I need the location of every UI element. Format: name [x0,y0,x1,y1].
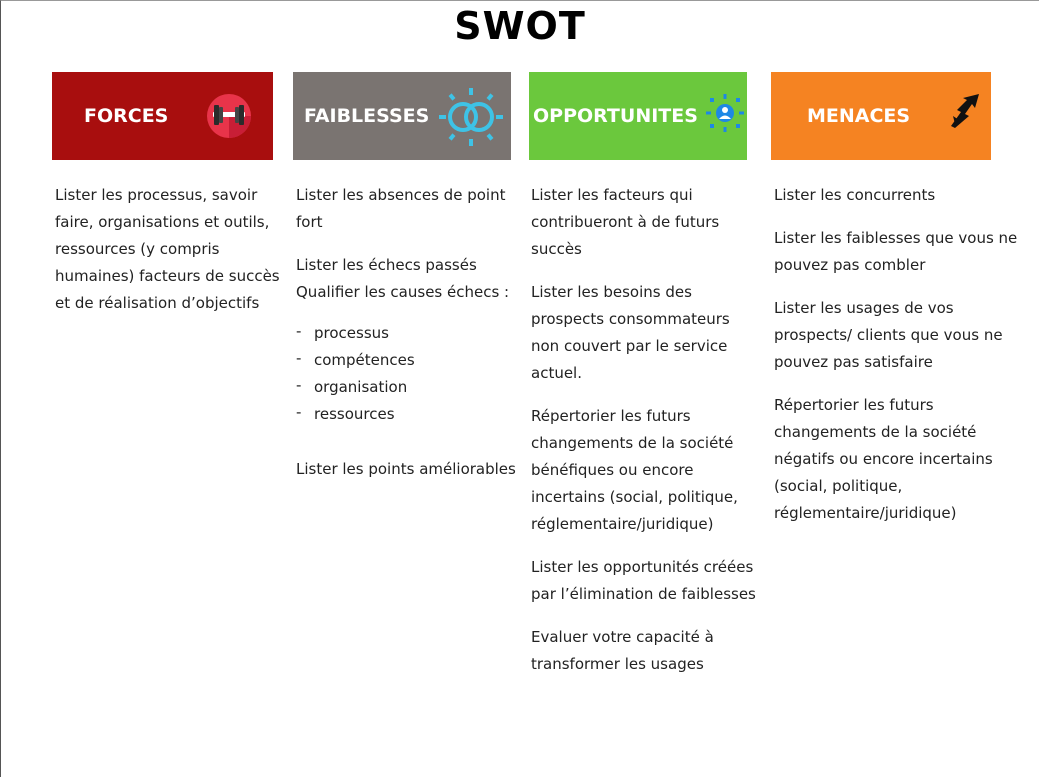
menaces-text-3: Lister les usages de vos prospects/ clients que vous ne pouvez pas satisfaire [774,299,1003,371]
dash-marker: - [296,376,302,394]
page-title: SWOT [454,4,586,48]
network-icon [705,93,745,133]
list-item [296,374,521,401]
opportunites-text-2: Lister les besoins des prospects consommateurs non couvert par le service actuel. [531,283,730,382]
faiblesses-causes: Qualifier les causes échecs : [296,283,510,301]
header-menaces [771,72,991,160]
opportunites-text-5: Evaluer votre capacité à transformer les usages [531,628,714,673]
list-item [296,347,521,374]
dash-marker: - [296,349,302,367]
header-opportunites-label: OPPORTUNITES [533,105,698,127]
column-faiblesses [296,182,521,481]
header-opportunites [529,72,747,160]
faiblesses-bullet-list [296,320,521,428]
forces-text: Lister les processus, savoir faire, organisations et outils, ressources (y compris humaines) facteurs de succès et de réalisation d’objectifs [55,186,280,312]
rings-icon [438,86,504,148]
bullet-text: processus [314,324,389,342]
menaces-text-1: Lister les concurrents [774,186,936,204]
column-menaces [774,182,1024,527]
dumbbell-icon [204,91,254,141]
opportunites-text-3: Répertorier les futurs changements de la société bénéfiques ou encore incertains (social, politique, réglementaire/juridique) [531,407,738,533]
list-item [296,401,521,428]
dash-marker: - [296,322,302,340]
header-faiblesses-label: FAIBLESSES [304,105,430,127]
header-forces-label: FORCES [84,105,169,127]
opportunites-text-1: Lister les facteurs qui contribueront à de futurs succès [531,186,720,258]
dash-marker: - [296,403,302,421]
column-forces [55,182,285,317]
menaces-text-2: Lister les faiblesses que vous ne pouvez pas combler [774,229,1018,274]
header-menaces-label: MENACES [807,105,911,127]
opportunites-text-4: Lister les opportunités créées par l’élimination de faiblesses [531,558,756,603]
header-faiblesses [293,72,511,160]
faiblesses-outro: Lister les points améliorables [296,460,516,478]
list-item [296,320,521,347]
bullet-text: ressources [314,405,395,423]
faiblesses-intro: Lister les absences de point fort [296,186,506,231]
faiblesses-echecs: Lister les échecs passés [296,256,477,274]
column-opportunites [531,182,756,678]
bullet-text: organisation [314,378,408,396]
header-forces [52,72,273,160]
bullet-text: compétences [314,351,415,369]
broken-arrow-icon [947,92,983,130]
menaces-text-4: Répertorier les futurs changements de la société négatifs ou encore incertains (social, politique, réglementaire/juridique) [774,396,993,522]
